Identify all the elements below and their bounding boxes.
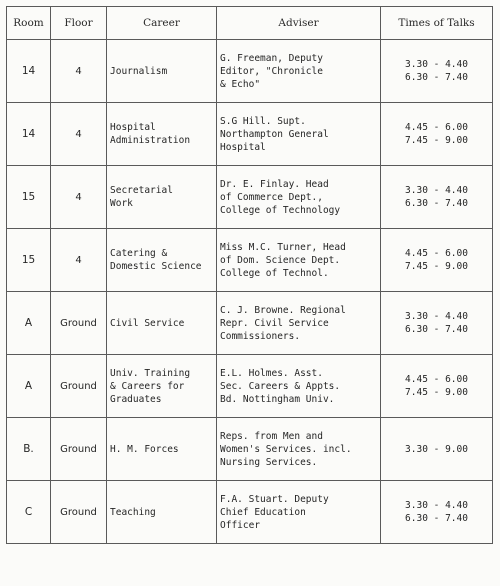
header-floor: Floor [51,7,107,40]
adviser-cell-line: Commissioners. [220,330,301,342]
floor-cell: 4 [51,40,107,103]
times-cell-line: 3.30 - 4.40 [405,185,468,196]
career-cell [107,166,217,229]
adviser-cell-line: Sec. Careers & Appts. [220,380,341,392]
adviser-cell [217,292,381,355]
adviser-cell-line: Northampton General [220,128,329,140]
career-cell-line: Catering & [110,248,168,259]
career-cell [107,40,217,103]
career-cell [107,481,217,544]
room-cell: A [7,292,51,355]
adviser-cell-line: of Dom. Science Dept. [220,254,341,266]
times-cell [381,418,493,481]
career-cell-line: Administration [110,135,191,146]
adviser-cell-line: Dr. E. Finlay. Head [220,178,329,190]
career-cell [107,418,217,481]
table-row [7,40,493,103]
room-cell: 15 [7,229,51,292]
times-cell-line: 7.45 - 9.00 [405,261,468,272]
adviser-cell [217,481,381,544]
adviser-cell-line: College of Technol. [220,267,329,279]
times-cell [381,103,493,166]
header-room: Room [7,7,51,40]
career-cell-line: Work [110,198,133,209]
times-cell [381,481,493,544]
adviser-cell-line: E.L. Holmes. Asst. [220,367,323,379]
room-cell: 14 [7,40,51,103]
career-cell-line: Teaching [110,506,156,518]
room-cell: C [7,481,51,544]
table-body [7,40,493,544]
room-cell: 15 [7,166,51,229]
career-cell [107,103,217,166]
adviser-cell-line: C. J. Browne. Regional [220,304,346,316]
times-cell [381,292,493,355]
career-cell [107,292,217,355]
adviser-cell [217,103,381,166]
times-cell-line: 3.30 - 4.40 [405,59,468,70]
adviser-cell-line: Nursing Services. [220,456,318,468]
adviser-cell-line: G. Freeman, Deputy [220,52,323,64]
table-row [7,103,493,166]
floor-cell: 4 [51,229,107,292]
career-cell-line: Univ. Training [110,367,191,379]
adviser-cell-line: Women's Services. incl. [220,443,352,455]
career-cell [107,355,217,418]
floor-cell: Ground [51,418,107,481]
adviser-cell-line: & Echo" [220,78,261,90]
times-cell-line: 3.30 - 4.40 [405,500,468,511]
header-career: Career [107,7,217,40]
career-cell-line: Secretarial [110,185,173,196]
table-row [7,166,493,229]
times-cell [381,229,493,292]
adviser-cell [217,355,381,418]
floor-cell: Ground [51,355,107,418]
times-cell [381,355,493,418]
table-row [7,355,493,418]
table-row [7,229,493,292]
table-row [7,418,493,481]
times-cell-line: 4.45 - 6.00 [405,122,468,133]
career-cell-line: Civil Service [110,317,185,329]
adviser-cell-line: Bd. Nottingham Univ. [220,393,335,405]
careers-talks-table [6,6,493,544]
times-cell-line: 4.45 - 6.00 [405,248,468,259]
career-cell-line: & Careers for [110,380,185,392]
adviser-cell-line: College of Technology [220,204,341,216]
floor-cell: 4 [51,166,107,229]
adviser-cell-line: Repr. Civil Service [220,317,329,329]
adviser-cell-line: Editor, "Chronicle [220,65,323,77]
times-cell-line: 3.30 - 4.40 [405,311,468,322]
floor-cell: 4 [51,103,107,166]
career-cell-line: Journalism [110,65,168,77]
adviser-cell-line: S.G Hill. Supt. [220,115,306,127]
times-cell-line: 6.30 - 7.40 [405,72,468,83]
table-row [7,292,493,355]
career-cell [107,229,217,292]
times-cell-line: 6.30 - 7.40 [405,198,468,209]
room-cell: 14 [7,103,51,166]
times-cell [381,166,493,229]
times-cell-line: 6.30 - 7.40 [405,513,468,524]
adviser-cell-line: Chief Education [220,506,306,518]
adviser-cell [217,229,381,292]
adviser-cell-line: of Commerce Dept., [220,191,323,203]
room-cell: B. [7,418,51,481]
adviser-cell [217,40,381,103]
times-cell [381,40,493,103]
adviser-cell-line: Officer [220,519,261,531]
career-cell-line: Hospital [110,122,156,133]
adviser-cell-line: Hospital [220,141,266,153]
career-cell-line: Domestic Science [110,261,202,272]
header-row [7,7,493,40]
times-cell-line: 3.30 - 9.00 [405,443,468,455]
adviser-cell [217,418,381,481]
times-cell-line: 6.30 - 7.40 [405,324,468,335]
adviser-cell [217,166,381,229]
adviser-cell-line: Reps. from Men and [220,430,323,442]
floor-cell: Ground [51,481,107,544]
adviser-cell-line: F.A. Stuart. Deputy [220,493,329,505]
table-row [7,481,493,544]
times-cell-line: 7.45 - 9.00 [405,387,468,398]
header-adviser: Adviser [217,7,381,40]
adviser-cell-line: Miss M.C. Turner, Head [220,241,346,253]
career-cell-line: Graduates [110,393,162,405]
room-cell: A [7,355,51,418]
floor-cell: Ground [51,292,107,355]
career-cell-line: H. M. Forces [110,443,179,455]
header-times: Times of Talks [381,7,493,40]
times-cell-line: 4.45 - 6.00 [405,374,468,385]
times-cell-line: 7.45 - 9.00 [405,135,468,146]
